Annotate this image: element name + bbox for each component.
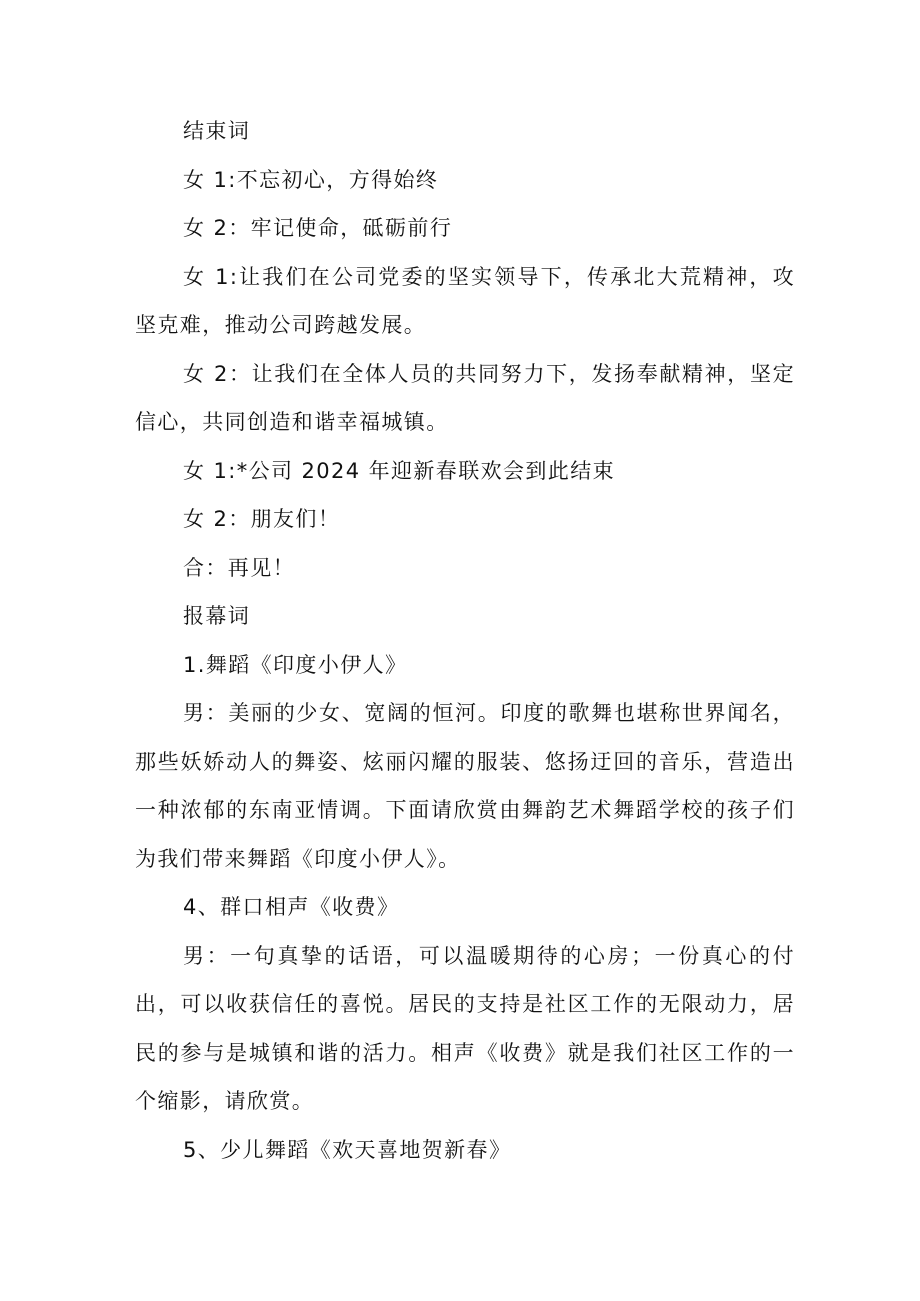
- script-line: 男：一句真挚的话语，可以温暖期待的心房；一份真心的付出，可以收获信任的喜悦。居民的支持是社区工作的无限动力，居民的参与是城镇和谐的活力。相声《收费》就是我们社区工作的一个缩影，请欣赏。: [135, 943, 795, 1113]
- document-body: [135, 107, 795, 1174]
- script-line: 男：美丽的少女、宽阔的恒河。印度的歌舞也堪称世界闻名，那些妖娇动人的舞姿、炫丽闪耀的服装、悠扬迂回的音乐，营造出一种浓郁的东南亚情调。下面请欣赏由舞韵艺术舞蹈学校的孩子们为我们带来舞蹈《印度小伊人》。: [135, 701, 795, 871]
- program-title: 5、少儿舞蹈《欢天喜地贺新春》: [183, 1137, 512, 1162]
- program-title: 4、群口相声《收费》: [183, 895, 400, 919]
- section-heading-announcements: 报幕词: [183, 604, 251, 628]
- script-line: 女 1:*公司 2024 年迎新春联欢会到此结束: [183, 458, 616, 483]
- script-line: 女 2：朋友们！: [183, 507, 341, 531]
- script-line: 合：再见！: [183, 555, 295, 580]
- script-line: 女 2：牢记使命，砥砺前行: [183, 216, 453, 240]
- script-line: 女 1:让我们在公司党委的坚实领导下，传承北大荒精神，攻坚克难，推动公司跨越发展。: [135, 264, 795, 337]
- script-line: 女 2：让我们在全体人员的共同努力下，发扬奉献精神，坚定信心，共同创造和谐幸福城镇。: [135, 361, 795, 434]
- program-title: 1.舞蹈《印度小伊人》: [183, 652, 408, 677]
- script-line: 女 1:不忘初心，方得始终: [183, 167, 439, 192]
- section-heading-closing: 结束词: [183, 119, 251, 143]
